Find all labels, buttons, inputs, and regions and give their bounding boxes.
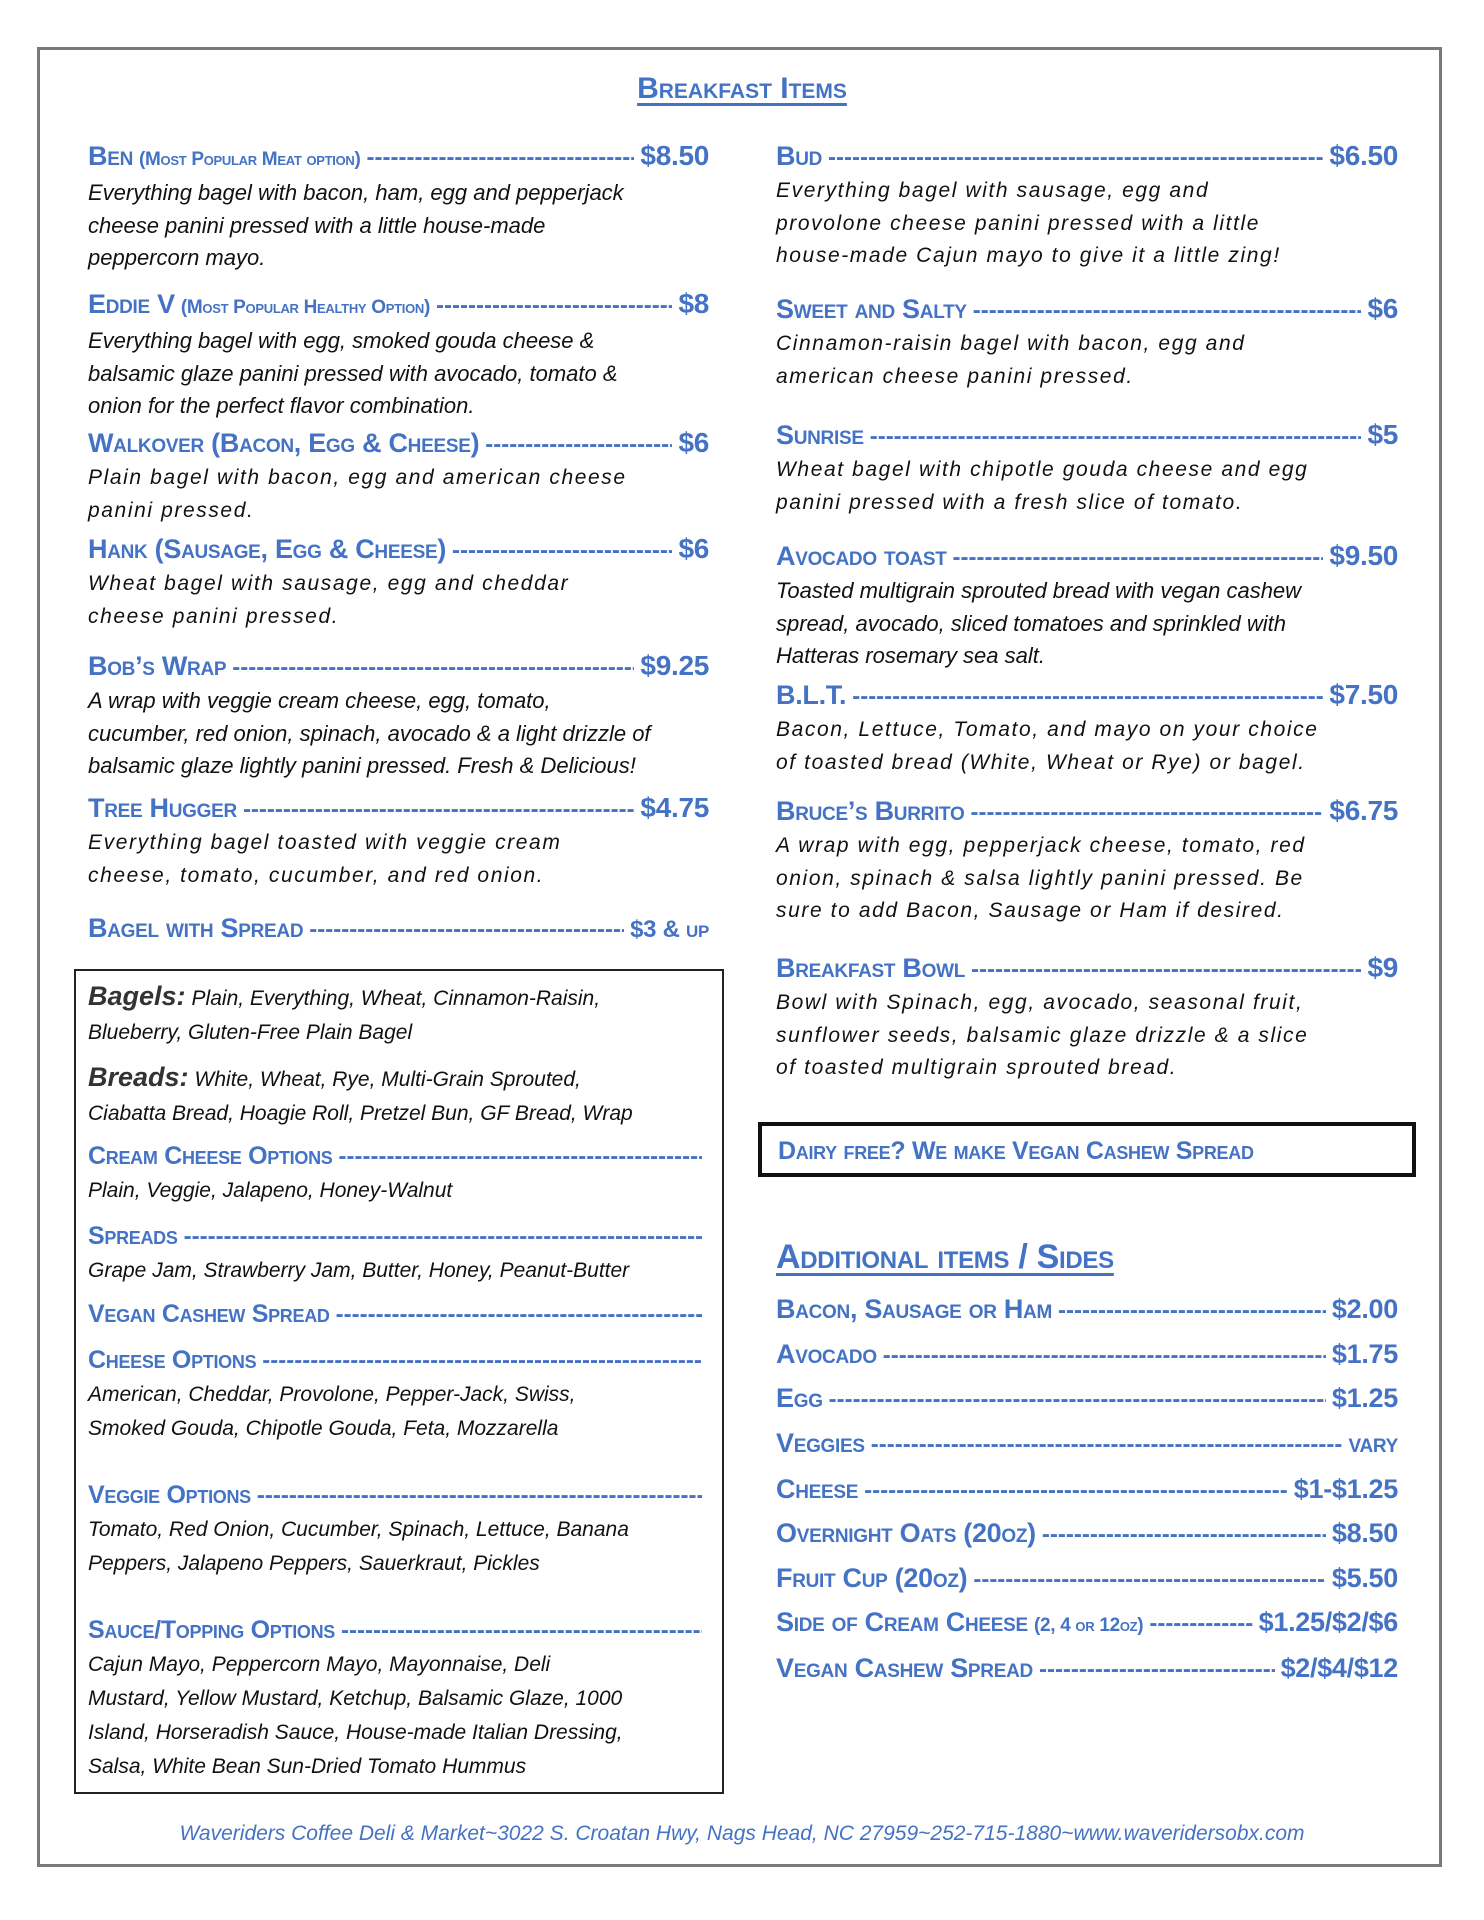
option-line: Salsa, White Bean Sun-Dried Tomato Hummus	[88, 1755, 527, 1778]
item-price: $6	[678, 427, 709, 458]
dash-leader	[336, 1298, 702, 1332]
description-line: sunflower seeds, balsamic glaze drizzle & a slice	[776, 1023, 1309, 1047]
description-line: provolone cheese panini pressed with a little	[776, 211, 1261, 235]
dash-leader	[338, 1140, 702, 1174]
description-line: Bacon, Lettuce, Tomato, and mayo on your choice	[776, 718, 1319, 741]
item-name: Bacon, Sausage or Ham	[776, 1294, 1052, 1324]
option-heading	[88, 1478, 708, 1513]
dash-leader	[1149, 1607, 1252, 1641]
menu-item	[776, 1516, 1398, 1552]
item-price: $2.00	[1331, 1294, 1398, 1324]
item-name: Avocado	[776, 1339, 877, 1369]
dash-leader	[973, 294, 1362, 328]
item-price: $2/$4/$12	[1280, 1653, 1398, 1683]
menu-item	[88, 791, 709, 892]
option-heading	[88, 1139, 708, 1174]
menu-item	[776, 1381, 1398, 1417]
option-label: Bagels:	[88, 981, 186, 1011]
menu-title-text: Breakfast Items	[637, 72, 847, 105]
menu-item-heading	[776, 678, 1398, 714]
option-line: Plain, Veggie, Jalapeno, Honey-Walnut	[88, 1179, 453, 1202]
option-heading	[88, 1219, 708, 1254]
description-line: cucumber, red onion, spinach, avocado & a light drizzle of	[88, 720, 651, 746]
item-price: $8.50	[1331, 1518, 1398, 1548]
dash-leader	[485, 428, 672, 462]
item-name: Egg	[776, 1383, 823, 1413]
description-line: Plain bagel with bacon, egg and american cheese	[88, 466, 627, 489]
option-text: Ciabatta Bread, Hoagie Roll, Pretzel Bun, GF Bread, Wrap	[88, 1102, 633, 1125]
option-line	[88, 1060, 708, 1097]
item-name: Bob’s Wrap	[88, 651, 227, 681]
menu-item-heading	[776, 1337, 1398, 1373]
dash-leader	[309, 913, 624, 947]
item-note: (2, 4 or 12oz)	[1033, 1615, 1144, 1636]
menu-item-heading	[776, 539, 1398, 575]
item-price: $9	[1367, 952, 1398, 983]
menu-item-heading	[776, 794, 1398, 830]
dash-leader	[232, 651, 634, 685]
item-name: Bud	[776, 141, 823, 171]
dash-leader	[257, 1479, 702, 1513]
item-name: Walkover (Bacon, Egg & Cheese)	[88, 428, 480, 458]
menu-item	[776, 951, 1398, 1085]
option-group	[88, 1343, 708, 1446]
menu-item	[88, 139, 709, 275]
menu-item	[776, 1561, 1398, 1597]
option-lines	[88, 1060, 708, 1131]
menu-item-heading	[776, 292, 1398, 328]
option-lines	[88, 1648, 708, 1784]
option-line: Smoked Gouda, Chipotle Gouda, Feta, Mozzarella	[88, 1417, 559, 1440]
item-description	[776, 454, 1398, 519]
option-text: Blueberry, Gluten-Free Plain Bagel	[88, 1021, 413, 1044]
item-description	[88, 568, 709, 633]
item-name: B.L.T.	[776, 680, 847, 710]
menu-item-heading	[88, 649, 709, 685]
option-line: Cajun Mayo, Peppercorn Mayo, Mayonnaise, Deli	[88, 1653, 551, 1676]
footer-contact: Waveriders Coffee Deli & Market~3022 S. Croatan Hwy, Nags Head, NC 27959~252-715-1880~www.waveridersobx.com	[179, 1822, 1305, 1845]
description-line: Everything bagel with sausage, egg and	[776, 179, 1210, 202]
item-price: $7.50	[1329, 679, 1398, 710]
item-description	[776, 714, 1398, 779]
item-name: Ben	[88, 141, 133, 171]
description-line: cheese, tomato, cucumber, and red onion.	[88, 863, 545, 887]
item-name: Bagel with Spread	[88, 913, 304, 943]
dash-leader	[184, 1220, 702, 1254]
option-heading	[88, 1343, 708, 1378]
description-line: Bowl with Spinach, egg, avocado, seasonal fruit,	[776, 991, 1304, 1014]
menu-item	[776, 794, 1398, 928]
menu-item	[776, 678, 1398, 779]
description-line: panini pressed with a fresh slice of tomato.	[776, 490, 1244, 514]
item-price: $8	[678, 288, 709, 319]
dash-leader	[1039, 1653, 1275, 1687]
item-price: $5.50	[1331, 1563, 1398, 1593]
description-line: Wheat bagel with sausage, egg and cheddar	[88, 572, 570, 595]
item-price: $5	[1367, 419, 1398, 450]
menu-item	[88, 287, 709, 423]
option-heading	[88, 1297, 708, 1332]
description-line: balsamic glaze lightly panini pressed. Fresh & Delicious!	[88, 753, 636, 778]
menu-item	[776, 1472, 1398, 1508]
additional-title: Additional items / Sides	[776, 1238, 1114, 1276]
item-note: (Most Popular Meat option)	[139, 149, 361, 170]
menu-item	[776, 292, 1398, 393]
item-name: Fruit Cup (20oz)	[776, 1563, 968, 1593]
menu-item	[776, 1605, 1398, 1643]
item-name: Avocado toast	[776, 541, 947, 571]
item-price: $6.75	[1329, 795, 1398, 826]
option-line	[88, 1016, 708, 1050]
option-heading-text: Cream Cheese Options	[88, 1142, 333, 1170]
dash-leader	[971, 953, 1361, 987]
item-price: $3 & up	[630, 916, 709, 943]
menu-item-heading	[776, 1516, 1398, 1552]
option-line: Tomato, Red Onion, Cucumber, Spinach, Lettuce, Banana	[88, 1518, 629, 1541]
option-heading-text: Vegan Cashew Spread	[88, 1300, 330, 1328]
item-price: $6.50	[1329, 140, 1398, 171]
menu-item	[776, 1337, 1398, 1373]
option-lines	[88, 979, 708, 1050]
option-line: Mustard, Yellow Mustard, Ketchup, Balsamic Glaze, 1000	[88, 1687, 623, 1710]
dairy-free-text: Dairy free? We make Vegan Cashew Spread	[778, 1137, 1254, 1165]
menu-item-heading	[776, 1605, 1398, 1643]
option-group	[88, 1613, 708, 1784]
menu-item-heading	[776, 139, 1398, 175]
item-description	[88, 325, 709, 423]
menu-item-heading	[88, 532, 709, 568]
item-description	[776, 575, 1398, 673]
menu-item	[776, 539, 1398, 673]
description-line: cheese panini pressed.	[88, 604, 340, 628]
item-price: $9.25	[640, 650, 709, 681]
description-line: Everything bagel toasted with veggie cream	[88, 831, 562, 854]
menu-item-heading	[776, 418, 1398, 454]
dash-leader	[953, 541, 1324, 575]
menu-item-heading	[776, 951, 1398, 987]
item-name: Cheese	[776, 1474, 859, 1504]
menu-item-heading	[88, 911, 709, 947]
menu-item-heading	[776, 1381, 1398, 1417]
item-description	[88, 177, 709, 275]
item-description	[88, 462, 709, 527]
menu-item	[776, 1651, 1398, 1687]
description-line: Hatteras rosemary sea salt.	[776, 643, 1045, 668]
description-line: onion for the perfect flavor combination.	[88, 393, 475, 418]
item-price: $1.75	[1331, 1339, 1398, 1369]
item-description	[776, 328, 1398, 393]
dairy-free-note	[758, 1122, 1416, 1177]
menu-item-heading	[776, 1292, 1398, 1328]
option-heading	[88, 1613, 708, 1648]
option-line: Grape Jam, Strawberry Jam, Butter, Honey, Peanut-Butter	[88, 1259, 630, 1282]
menu-item-heading	[776, 1561, 1398, 1597]
dash-leader	[883, 1339, 1326, 1373]
dash-leader	[828, 141, 1323, 175]
item-price: $6	[1367, 293, 1398, 324]
item-note: (Most Popular Healthy Option)	[180, 297, 430, 318]
option-line: Peppers, Jalapeno Peppers, Sauerkraut, Pickles	[88, 1552, 540, 1575]
option-heading-text: Veggie Options	[88, 1481, 251, 1509]
dash-leader	[367, 141, 635, 175]
option-lines	[88, 1378, 708, 1446]
dash-leader	[852, 680, 1323, 714]
option-group	[88, 979, 708, 1050]
item-description	[776, 987, 1398, 1085]
description-line: Everything bagel with bacon, ham, egg and pepperjack	[88, 180, 624, 205]
dash-leader	[971, 796, 1324, 830]
item-description	[776, 175, 1398, 273]
description-line: of toasted bread (White, Wheat or Rye) or bagel.	[776, 750, 1306, 774]
item-description	[88, 685, 709, 783]
option-heading-text: Spreads	[88, 1222, 178, 1250]
menu-item-heading	[88, 426, 709, 462]
menu-item	[776, 139, 1398, 273]
option-group	[88, 1297, 708, 1332]
menu-item	[88, 532, 709, 633]
description-line: american cheese panini pressed.	[776, 364, 1134, 388]
description-line: house-made Cajun mayo to give it a little zing!	[776, 244, 1281, 267]
menu-item	[88, 426, 709, 527]
item-name: Sweet and Salty	[776, 294, 967, 324]
item-name: Hank (Sausage, Egg & Cheese)	[88, 534, 447, 564]
option-group	[88, 1139, 708, 1208]
menu-item-heading	[776, 1472, 1398, 1508]
option-lines	[88, 1513, 708, 1581]
description-line: Wheat bagel with chipotle gouda cheese and egg	[776, 458, 1309, 481]
option-line: Island, Horseradish Sauce, House-made Italian Dressing,	[88, 1721, 623, 1744]
option-line	[88, 979, 708, 1016]
item-name: Tree Hugger	[88, 793, 237, 823]
description-line: cheese panini pressed with a little house-made	[88, 212, 546, 238]
description-line: sure to add Bacon, Sausage or Ham if desired.	[776, 899, 1285, 922]
option-group	[88, 1219, 708, 1288]
dash-leader	[1058, 1294, 1326, 1328]
option-line	[88, 1097, 708, 1131]
description-line: A wrap with veggie cream cheese, egg, tomato,	[88, 688, 551, 713]
item-price: $9.50	[1329, 540, 1398, 571]
menu-item-heading	[88, 139, 709, 177]
menu-item-heading	[88, 791, 709, 827]
description-line: A wrap with egg, pepperjack cheese, tomato, red	[776, 834, 1306, 857]
menu-item	[88, 911, 709, 947]
description-line: balsamic glaze panini pressed with avocado, tomato &	[88, 360, 618, 386]
dash-leader	[341, 1614, 702, 1648]
option-lines	[88, 1254, 708, 1288]
menu-item	[88, 649, 709, 783]
dash-leader	[436, 289, 672, 323]
item-price: $4.75	[640, 792, 709, 823]
option-text: Plain, Everything, Wheat, Cinnamon-Raisin,	[191, 987, 601, 1010]
dash-leader	[243, 793, 634, 827]
option-lines	[88, 1174, 708, 1208]
item-name: Overnight Oats (20oz)	[776, 1518, 1036, 1548]
item-name: Breakfast Bowl	[776, 953, 966, 983]
menu-item	[776, 418, 1398, 519]
description-line: spread, avocado, sliced tomatoes and sprinkled with	[776, 610, 1286, 636]
description-line: Toasted multigrain sprouted bread with vegan cashew	[776, 578, 1302, 603]
menu-item	[776, 1426, 1398, 1462]
menu-title	[0, 72, 1484, 106]
item-price: $1.25	[1331, 1383, 1398, 1413]
dash-leader	[864, 1474, 1288, 1508]
option-line: American, Cheddar, Provolone, Pepper-Jack, Swiss,	[88, 1383, 576, 1406]
item-name: Vegan Cashew Spread	[776, 1653, 1033, 1683]
dash-leader	[973, 1563, 1326, 1597]
option-heading-text: Cheese Options	[88, 1346, 257, 1374]
dash-leader	[1042, 1518, 1326, 1552]
menu-item	[776, 1292, 1398, 1328]
item-name: Eddie V	[88, 289, 175, 319]
option-label: Breads:	[88, 1062, 189, 1092]
dash-leader	[829, 1383, 1326, 1417]
item-name: Sunrise	[776, 420, 864, 450]
menu-item-heading	[776, 1426, 1398, 1462]
item-name: Veggies	[776, 1428, 865, 1458]
description-line: peppercorn mayo.	[88, 245, 266, 270]
dash-leader	[452, 534, 672, 568]
dash-leader	[871, 1428, 1343, 1462]
description-line: panini pressed.	[88, 498, 255, 522]
description-line: of toasted multigrain sprouted bread.	[776, 1056, 1178, 1079]
option-group	[88, 1060, 708, 1131]
item-name: Side of Cream Cheese	[776, 1607, 1028, 1637]
item-price: vary	[1348, 1428, 1398, 1458]
description-line: Cinnamon-raisin bagel with bacon, egg and	[776, 332, 1246, 355]
item-price: $1-$1.25	[1293, 1474, 1398, 1504]
description-line: onion, spinach & salsa lightly panini pressed. Be	[776, 866, 1304, 890]
menu-item-heading	[776, 1651, 1398, 1687]
dash-leader	[870, 420, 1362, 454]
option-heading-text: Sauce/Topping Options	[88, 1616, 336, 1644]
option-text: White, Wheat, Rye, Multi-Grain Sprouted,	[194, 1068, 581, 1091]
item-name: Bruce’s Burrito	[776, 796, 965, 826]
menu-item-heading	[88, 287, 709, 325]
item-price: $1.25/$2/$6	[1258, 1607, 1398, 1637]
item-price: $8.50	[640, 140, 709, 171]
item-description	[88, 827, 709, 892]
option-group	[88, 1478, 708, 1581]
item-price: $6	[678, 533, 709, 564]
description-line: Everything bagel with egg, smoked gouda cheese &	[88, 328, 595, 353]
item-description	[776, 830, 1398, 928]
dash-leader	[262, 1344, 702, 1378]
